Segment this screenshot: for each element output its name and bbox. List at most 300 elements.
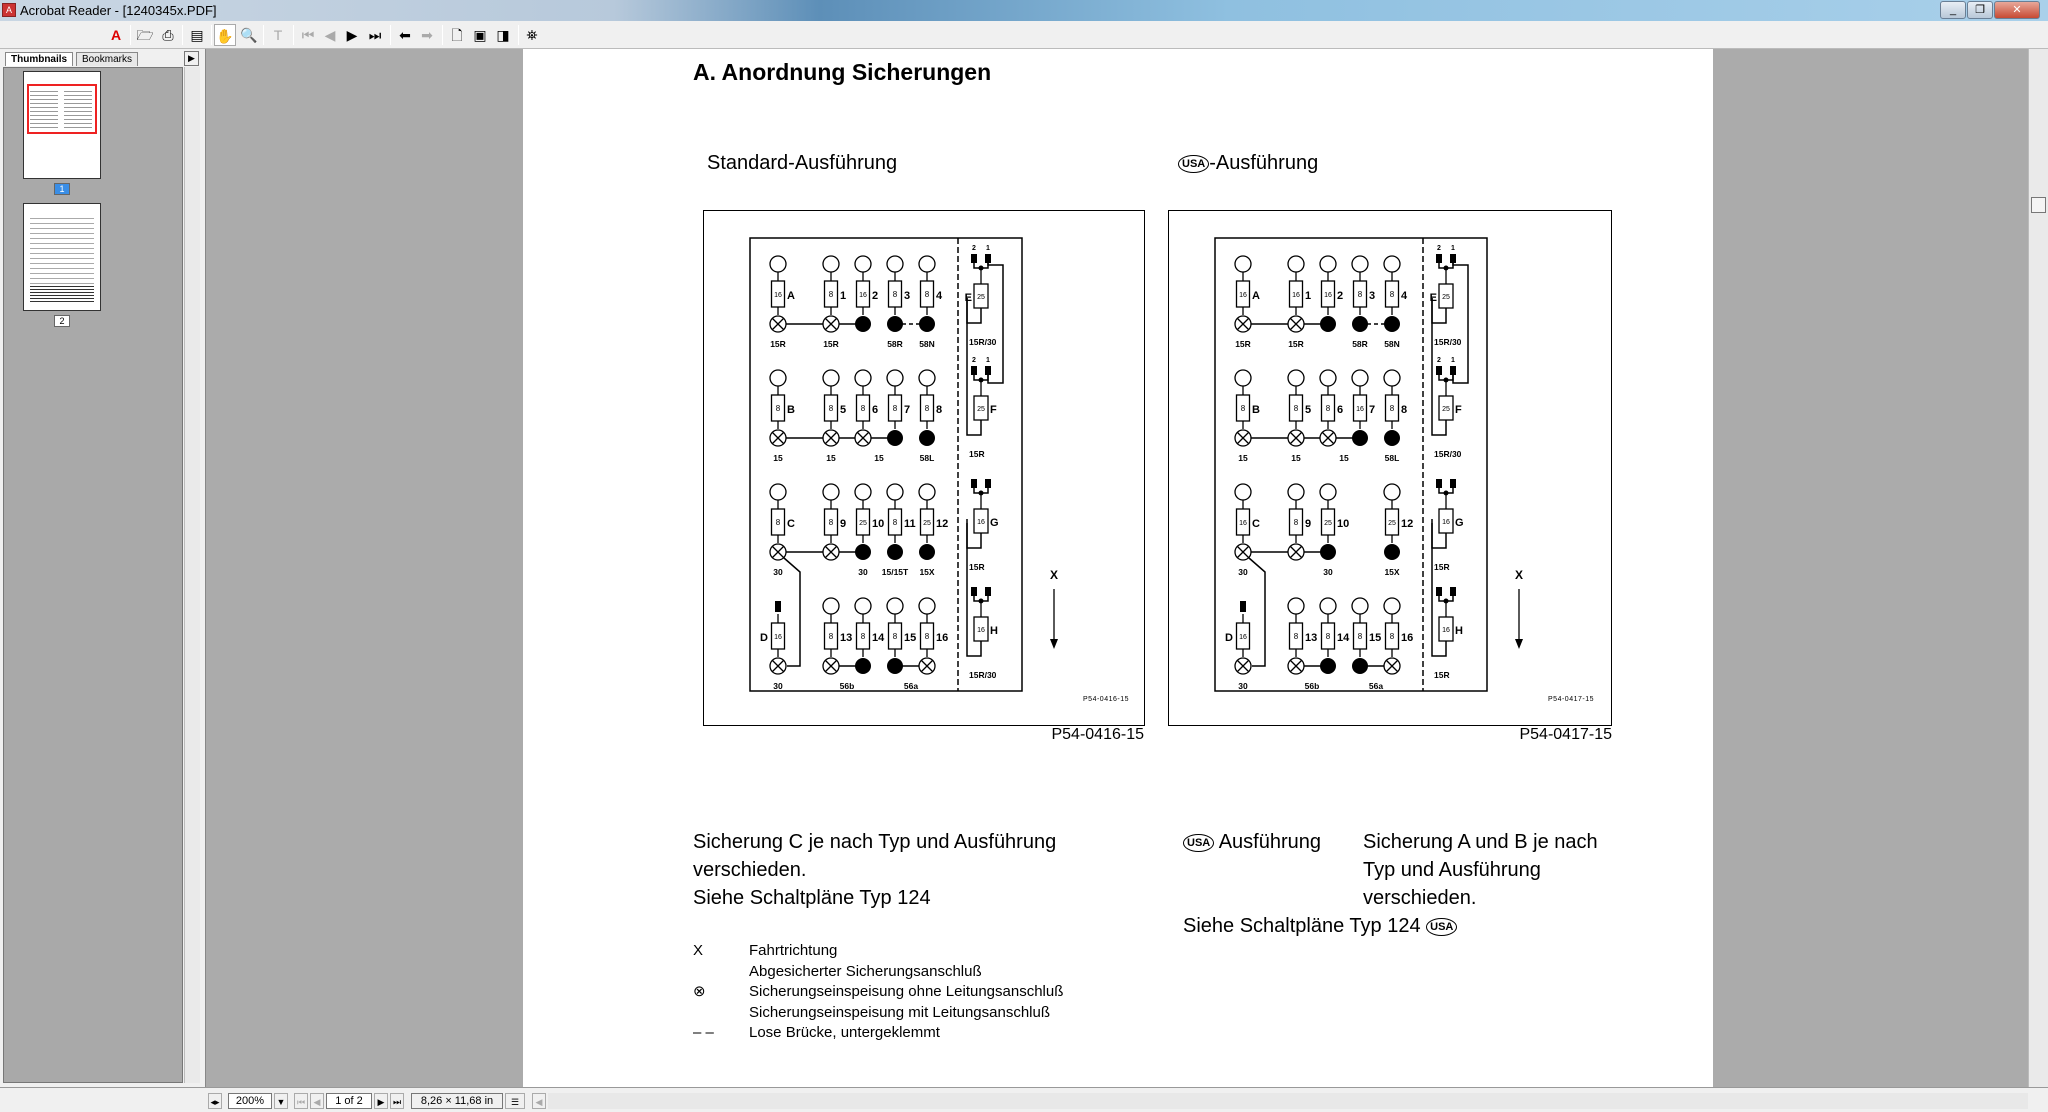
fuse-label: 1	[1305, 290, 1312, 302]
terminal-circle	[919, 256, 935, 272]
fuse-label: F	[990, 404, 997, 416]
fuse-diagram-usa	[1168, 210, 1612, 726]
fuse-label: 6	[1337, 404, 1344, 416]
terminal-circle	[823, 256, 839, 272]
terminal-label: 15/15T	[881, 567, 909, 577]
feed-with-wire	[1320, 544, 1336, 560]
plug-connector	[985, 587, 991, 596]
terminal-label: 15R	[1288, 339, 1304, 349]
note-line: verschieden.	[693, 859, 807, 881]
terminal-circle	[1288, 598, 1304, 614]
zoom-tool-icon[interactable]: 🔍	[240, 27, 258, 43]
fuse-label: 5	[1305, 404, 1312, 416]
feed-with-wire	[1352, 430, 1368, 446]
terminal-circle	[1352, 370, 1368, 386]
terminal-label: 56a	[1368, 681, 1384, 691]
note-line: Sicherung C je nach Typ und Ausführung	[693, 831, 1057, 853]
fuse-rating: 8	[775, 404, 781, 413]
next-page-icon[interactable]: ▶	[346, 27, 358, 43]
fuse-rating: 8	[775, 518, 781, 527]
fuse-label: D	[760, 632, 768, 644]
terminal-label: 56b	[1304, 681, 1320, 691]
zoom-dropdown-button[interactable]: ▼	[274, 1093, 288, 1109]
fuse-label: 7	[904, 404, 911, 416]
terminal-label: 56a	[903, 681, 919, 691]
wire	[1453, 263, 1468, 383]
legend	[693, 941, 1063, 1044]
feed-with-wire	[887, 658, 903, 674]
fuse-label: 8	[936, 404, 943, 416]
legend-text: Sicherungseinspeisung mit Leitungsanschluß	[749, 1003, 1051, 1021]
feed-with-wire	[919, 316, 935, 332]
plug-connector	[1436, 366, 1442, 375]
pin-number: 1	[1451, 245, 1455, 252]
split-handle-icon[interactable]: ◂▸	[208, 1093, 222, 1109]
page-title: A. Anordnung Sicherungen	[693, 59, 992, 85]
terminal-circle	[823, 484, 839, 500]
plug-connector	[775, 601, 781, 612]
fuse-label: 12	[936, 518, 949, 530]
terminal-circle	[770, 484, 786, 500]
terminal-label: 30	[773, 567, 783, 577]
plug-connector	[1436, 479, 1442, 488]
terminal-circle	[1320, 370, 1336, 386]
terminal-label: 15	[826, 453, 836, 463]
fuse-label: 14	[1337, 632, 1350, 644]
terminal-label: 15R/30	[1434, 337, 1462, 347]
fuse-rating: 16	[774, 634, 782, 641]
terminal-label: 15R	[1235, 339, 1251, 349]
tab-thumbnails[interactable]: Thumbnails	[5, 52, 73, 66]
thumbnail-page-number: 2	[54, 315, 70, 327]
terminal-label: 15	[1291, 453, 1301, 463]
fuse-rating: 16	[1356, 406, 1364, 413]
actual-size-icon[interactable]: 🗋	[451, 27, 463, 43]
fuse-rating: 16	[1442, 519, 1450, 526]
fuse-label: 9	[1305, 518, 1312, 530]
fuse-rating: 8	[828, 290, 834, 299]
terminal-circle	[855, 370, 871, 386]
hand-tool-icon[interactable]: ✋	[214, 24, 236, 46]
terminal-circle	[1288, 484, 1304, 500]
feed-with-wire	[887, 430, 903, 446]
terminal-circle	[919, 598, 935, 614]
minimize-button[interactable]: _	[1940, 1, 1966, 19]
pin-number: 1	[986, 245, 990, 252]
fuse-rating: 8	[1389, 290, 1395, 299]
fuse-label: 5	[840, 404, 847, 416]
fuse-rating: 25	[1324, 520, 1332, 527]
feed-with-wire	[919, 544, 935, 560]
terminal-circle	[770, 370, 786, 386]
fuse-label: 15	[1369, 632, 1382, 644]
fuse-rating: 8	[924, 290, 930, 299]
note-line: verschieden.	[1363, 887, 1477, 909]
page-thumbnail-2[interactable]	[23, 203, 101, 311]
fuse-rating: 8	[1325, 632, 1331, 641]
fuse-rating: 8	[828, 518, 834, 527]
fuse-rating: 8	[1293, 518, 1299, 527]
first-page-button[interactable]: ⏮	[294, 1093, 308, 1109]
plug-connector	[985, 479, 991, 488]
last-page-button[interactable]: ⏭	[390, 1093, 404, 1109]
terminal-circle	[1320, 484, 1336, 500]
last-page-icon[interactable]: ⏭	[368, 27, 382, 43]
terminal-circle	[1384, 256, 1400, 272]
diagram-code: P54-0416-15	[1083, 696, 1129, 703]
pin-number: 2	[1437, 245, 1441, 252]
plug-connector	[971, 479, 977, 488]
terminal-circle	[823, 370, 839, 386]
fuse-label: 16	[1401, 632, 1414, 644]
terminal-label: 30	[1323, 567, 1333, 577]
pin-number: 2	[972, 357, 976, 364]
fuse-rating: 8	[860, 404, 866, 413]
fuse-label: A	[787, 290, 795, 302]
plug-connector	[1436, 254, 1442, 263]
feed-with-wire	[887, 544, 903, 560]
fuse-label: F	[1455, 404, 1462, 416]
standard-heading: Standard-Ausführung	[707, 152, 898, 174]
feed-with-wire	[855, 316, 871, 332]
fuse-label: D	[1225, 632, 1233, 644]
fuse-label: E	[964, 292, 972, 304]
restore-button[interactable]: ❐	[1967, 1, 1993, 19]
terminal-label: 15	[1238, 453, 1248, 463]
terminal-circle	[855, 484, 871, 500]
fuse-rating: 16	[1239, 520, 1247, 527]
text-select-icon[interactable]: T	[273, 27, 283, 43]
terminal-circle	[1384, 484, 1400, 500]
wire	[988, 263, 1003, 383]
pin-number: 2	[972, 245, 976, 252]
fuse-label: 3	[904, 290, 911, 302]
fuse-label: 9	[840, 518, 847, 530]
navigation-pane	[0, 49, 206, 1087]
fuse-rating: 25	[859, 520, 867, 527]
fuse-rating: 8	[828, 404, 834, 413]
fuse-label: G	[1455, 517, 1464, 529]
fuse-label: 7	[1369, 404, 1376, 416]
fuse-rating: 8	[924, 404, 930, 413]
fuse-rating: 8	[892, 632, 898, 641]
feed-with-wire	[887, 316, 903, 332]
thumbnails-list	[3, 67, 183, 1083]
fuse-label: 15	[904, 632, 917, 644]
feed-with-wire	[1352, 316, 1368, 332]
bridge-wire	[1249, 558, 1265, 666]
plug-connector	[1450, 479, 1456, 488]
legend-symbol: X	[693, 942, 704, 959]
fuse-rating: 8	[1293, 404, 1299, 413]
direction-label: X	[1514, 568, 1524, 582]
fuse-label: 3	[1369, 290, 1376, 302]
fuse-rating: 25	[977, 406, 985, 413]
terminal-label: 15R/30	[1434, 449, 1462, 459]
terminal-label: 15R	[969, 449, 985, 459]
usa-badge: USA	[1178, 155, 1209, 173]
status-bar	[0, 1087, 2048, 1112]
fuse-rating: 16	[859, 292, 867, 299]
feed-with-wire	[1384, 316, 1400, 332]
thumbnails-scrollbar[interactable]	[184, 67, 200, 1083]
fuse-label: 13	[1305, 632, 1318, 644]
note-line: Typ und Ausführung	[1363, 859, 1541, 881]
legend-text: Fahrtrichtung	[749, 942, 838, 959]
terminal-label: 30	[1238, 681, 1248, 691]
plug-connector	[971, 587, 977, 596]
diagram-code: P54-0417-15	[1548, 696, 1594, 703]
pin-number: 2	[1437, 357, 1441, 364]
show-navigation-pane-icon[interactable]: ▤	[190, 27, 204, 43]
fuse-label: C	[787, 518, 795, 530]
terminal-label: 15	[1339, 453, 1349, 463]
feed-with-wire	[1384, 430, 1400, 446]
feed-with-wire	[1320, 658, 1336, 674]
terminal-label: 15R	[1434, 670, 1450, 680]
plug-connector	[1450, 254, 1456, 263]
legend-text: Abgesicherter Sicherungsanschluß	[749, 962, 982, 980]
fuse-diagram-standard	[703, 210, 1145, 726]
terminal-circle	[770, 256, 786, 272]
terminal-label: 15R	[770, 339, 786, 349]
fuse-rating: 8	[1389, 404, 1395, 413]
note-line: Siehe Schaltpläne Typ 124	[1183, 915, 1421, 937]
terminal-label: 15R	[969, 562, 985, 572]
legend-text: Lose Brücke, untergeklemmt	[749, 1024, 940, 1041]
figure-caption: P54-0416-15	[1051, 726, 1144, 743]
find-icon[interactable]: ⛯	[526, 27, 538, 43]
terminal-circle	[1352, 256, 1368, 272]
first-page-icon[interactable]: ⏮	[301, 27, 315, 43]
terminal-label: 58R	[887, 339, 903, 349]
terminal-circle	[1235, 256, 1251, 272]
fuse-label: 12	[1401, 518, 1414, 530]
fuse-label: 10	[1337, 518, 1350, 530]
fuse-rating: 8	[1357, 632, 1363, 641]
usa-badge: USA	[1183, 834, 1214, 852]
fuse-label: 4	[936, 290, 943, 302]
feed-with-wire	[1384, 544, 1400, 560]
document-vertical-scrollbar[interactable]	[2028, 49, 2048, 1087]
terminal-label: 15	[773, 453, 783, 463]
horizontal-scrollbar[interactable]	[548, 1093, 2028, 1109]
app-icon: A	[2, 3, 16, 17]
terminal-circle	[887, 370, 903, 386]
document-page	[523, 49, 1713, 1087]
previous-page-icon[interactable]: ◀	[324, 27, 336, 43]
title-bar	[0, 0, 2048, 21]
fuse-label: C	[1252, 518, 1260, 530]
fuse-label: 14	[872, 632, 885, 644]
fuse-label: A	[1252, 290, 1260, 302]
fuse-rating: 16	[1324, 292, 1332, 299]
plug-connector	[1450, 366, 1456, 375]
feed-with-wire	[919, 430, 935, 446]
fuse-rating: 16	[774, 292, 782, 299]
terminal-circle	[855, 598, 871, 614]
fuse-rating: 25	[923, 520, 931, 527]
fuse-label: 8	[1401, 404, 1408, 416]
thumbnail-page-number: 1	[54, 183, 70, 195]
fuse-label: E	[1429, 292, 1437, 304]
direction-arrowhead	[1515, 639, 1523, 649]
terminal-label: 58L	[919, 453, 935, 463]
fuse-rating: 16	[1442, 627, 1450, 634]
scrollbar-thumb[interactable]	[2031, 197, 2046, 213]
window-title: Acrobat Reader - [1240345x.PDF]	[20, 3, 217, 18]
fuse-rating: 25	[1388, 520, 1396, 527]
fuse-label: B	[1252, 404, 1260, 416]
go-forward-icon[interactable]: ➡	[421, 27, 433, 43]
terminal-circle	[1320, 256, 1336, 272]
fuse-rating: 16	[1239, 634, 1247, 641]
terminal-circle	[887, 484, 903, 500]
terminal-circle	[887, 256, 903, 272]
terminal-circle	[919, 370, 935, 386]
terminal-label: 30	[858, 567, 868, 577]
terminal-label: 30	[1238, 567, 1248, 577]
note-line: Siehe Schaltpläne Typ 124	[693, 887, 931, 909]
fuse-rating: 8	[828, 632, 834, 641]
note-line: Sicherung A und B je nach	[1363, 831, 1598, 853]
terminal-circle	[887, 598, 903, 614]
fuse-rating: 8	[860, 632, 866, 641]
acrobat-icon[interactable]: A	[110, 27, 122, 43]
page-size-display: 8,26 × 11,68 in	[411, 1093, 503, 1109]
fuse-label: H	[1455, 625, 1463, 637]
fuse-label: 2	[872, 290, 879, 302]
fuse-label: 2	[1337, 290, 1344, 302]
terminal-label: 58R	[1352, 339, 1368, 349]
plug-connector	[1436, 587, 1442, 596]
terminal-circle	[1235, 484, 1251, 500]
fit-page-icon[interactable]: ▣	[473, 27, 487, 43]
fuse-label: 10	[872, 518, 885, 530]
fit-width-icon[interactable]: ◨	[496, 27, 510, 43]
feed-with-wire	[855, 658, 871, 674]
page-thumbnail-1[interactable]	[23, 71, 101, 179]
fuse-rating: 8	[892, 518, 898, 527]
terminal-label: 15R/30	[969, 670, 997, 680]
next-page-button[interactable]: ▶	[374, 1093, 388, 1109]
terminal-label: 58N	[1384, 339, 1400, 349]
plug-connector	[1240, 601, 1246, 612]
fuse-rating: 8	[1389, 632, 1395, 641]
plug-connector	[985, 254, 991, 263]
print-icon[interactable]: ⎙	[162, 27, 174, 43]
fuse-label: 4	[1401, 290, 1408, 302]
terminal-circle	[1288, 370, 1304, 386]
terminal-circle	[919, 484, 935, 500]
toolbar	[0, 21, 2048, 49]
direction-arrowhead	[1050, 639, 1058, 649]
terminal-label: 15X	[919, 567, 935, 577]
fuse-label: 6	[872, 404, 879, 416]
figure-caption: P54-0417-15	[1519, 726, 1612, 743]
terminal-circle	[1384, 598, 1400, 614]
terminal-label: 15R	[1434, 562, 1450, 572]
terminal-label: 15R	[823, 339, 839, 349]
pin-number: 1	[986, 357, 990, 364]
legend-symbol: – –	[693, 1024, 714, 1041]
pane-menu-button[interactable]: ▶	[184, 51, 199, 66]
terminal-label: 15R/30	[969, 337, 997, 347]
direction-label: X	[1049, 568, 1059, 582]
previous-page-button[interactable]: ◀	[310, 1093, 324, 1109]
plug-connector	[985, 366, 991, 375]
terminal-circle	[1320, 598, 1336, 614]
fuse-rating: 25	[1442, 406, 1450, 413]
usa-badge: USA	[1426, 918, 1457, 936]
terminal-label: 30	[773, 681, 783, 691]
terminal-label: 58N	[919, 339, 935, 349]
fuse-label: H	[990, 625, 998, 637]
fuse-rating: 8	[892, 290, 898, 299]
terminal-circle	[1352, 598, 1368, 614]
fuse-rating: 8	[1357, 290, 1363, 299]
fuse-rating: 16	[977, 627, 985, 634]
fuse-rating: 25	[1442, 294, 1450, 301]
fuse-label: B	[787, 404, 795, 416]
feed-with-wire	[855, 544, 871, 560]
fuse-rating: 16	[1292, 292, 1300, 299]
feed-with-wire	[1320, 316, 1336, 332]
terminal-circle	[855, 256, 871, 272]
plug-connector	[1450, 587, 1456, 596]
fuse-rating: 16	[1239, 292, 1247, 299]
terminal-circle	[1235, 370, 1251, 386]
fuse-label: 16	[936, 632, 949, 644]
fuse-rating: 8	[1293, 632, 1299, 641]
terminal-circle	[1384, 370, 1400, 386]
fuse-label: 13	[840, 632, 853, 644]
fuse-rating: 25	[977, 294, 985, 301]
fuse-rating: 8	[924, 632, 930, 641]
close-button[interactable]: ✕	[1994, 1, 2040, 19]
fuse-label: 1	[840, 290, 847, 302]
fuse-rating: 16	[977, 519, 985, 526]
open-icon[interactable]: 🗁	[136, 27, 154, 43]
fuse-label: 11	[904, 518, 916, 530]
fuse-label: G	[990, 517, 999, 529]
pin-number: 1	[1451, 357, 1455, 364]
bridge-wire	[784, 558, 800, 666]
terminal-label: 56b	[839, 681, 855, 691]
usa-heading: -Ausführung	[1209, 152, 1319, 174]
plug-connector	[971, 254, 977, 263]
terminal-label: 15X	[1384, 567, 1400, 577]
go-back-icon[interactable]: ⬅	[399, 27, 411, 43]
plug-connector	[971, 366, 977, 375]
terminal-circle	[1288, 256, 1304, 272]
fuse-rating: 8	[1325, 404, 1331, 413]
zoom-field[interactable]: 200%	[228, 1093, 272, 1109]
terminal-label: 15	[874, 453, 884, 463]
fuse-rating: 8	[892, 404, 898, 413]
page-layout-icon[interactable]: ☰	[505, 1093, 525, 1109]
legend-symbol: ⊗	[693, 983, 706, 1000]
terminal-circle	[823, 598, 839, 614]
legend-text: Sicherungseinspeisung ohne Leitungsanschluß	[749, 983, 1064, 1000]
tab-bookmarks[interactable]: Bookmarks	[76, 52, 138, 66]
fuse-rating: 8	[1240, 404, 1246, 413]
page-number-field[interactable]: 1 of 2	[326, 1093, 372, 1109]
feed-with-wire	[1352, 658, 1368, 674]
usa-label: Ausführung	[1218, 831, 1321, 853]
terminal-label: 58L	[1384, 453, 1400, 463]
scroll-left-button[interactable]: ◀	[532, 1093, 546, 1109]
